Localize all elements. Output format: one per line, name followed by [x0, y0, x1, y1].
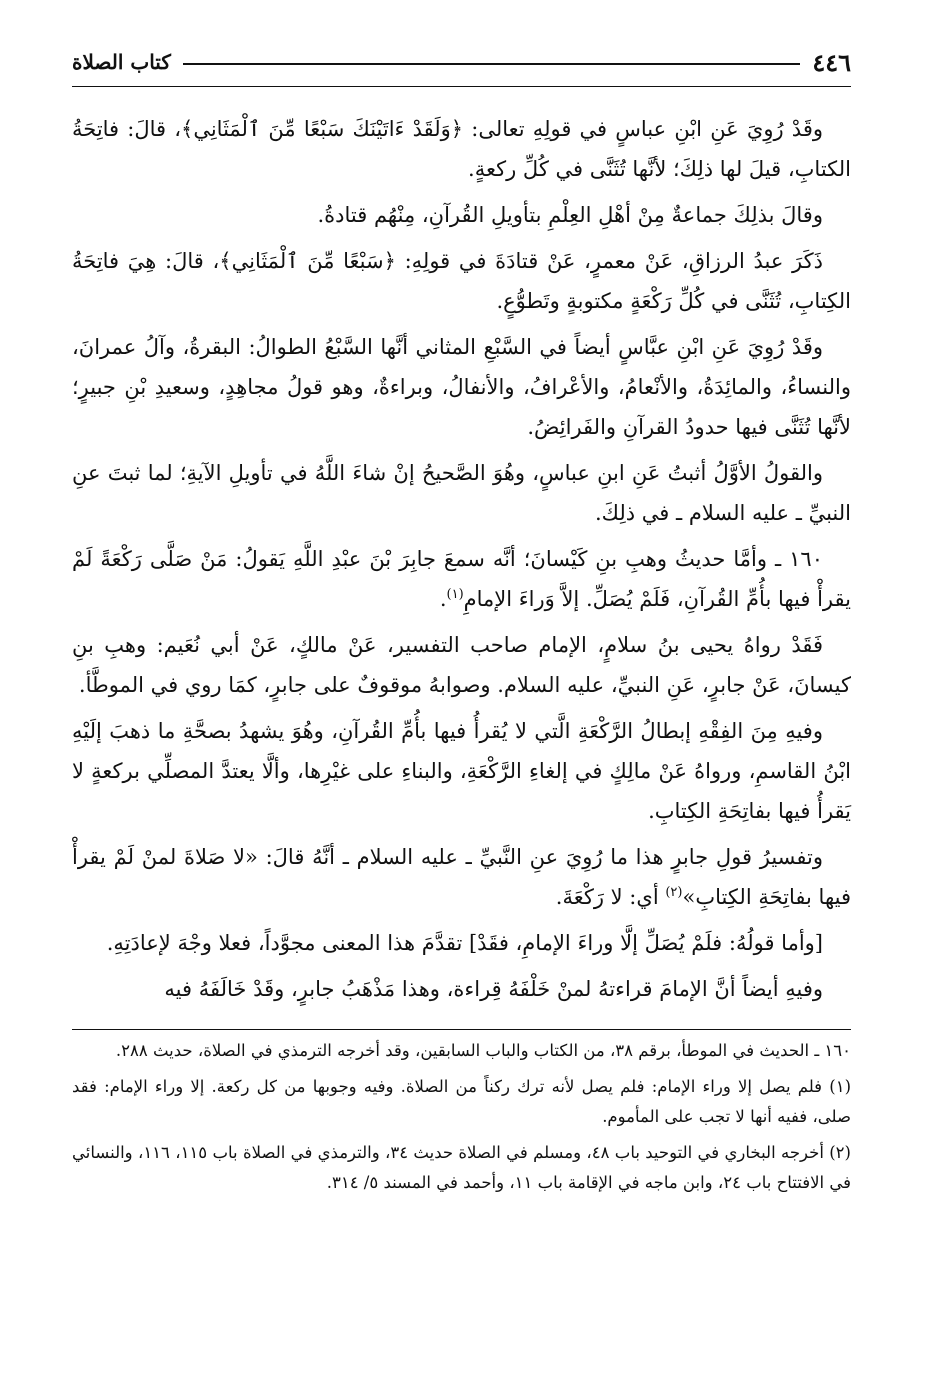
footnote-1: (١) فلم يصل إلا وراء الإمام: فلم يصل لأنه ترك ركناً من الصلاة. وفيه وجوبها من كل ركعة. إلا وراء الإمام: فقد صلى، ففيه أنها لا تجب على المأموم.: [72, 1077, 851, 1126]
footnote-2: (٢) أخرجه البخاري في التوحيد باب ٤٨، ومسلم في الصلاة حديث ٣٤، والترمذي في الصلاة باب ١١٥، ١١٦، والنسائي في الافتتاح باب ٢٤، وابن ماجه في الإقامة باب ١١، وأحمد في المسند ٥/ ٣١٤.: [72, 1143, 851, 1192]
paragraph-text: ، قالَ: فاتِحَةُ الكتابِ، قيلَ لها ذلِكَ؛ لأنَّها تُثَنَّى في كُلِّ ركعةٍ.: [72, 117, 851, 181]
page-header: [72, 44, 851, 80]
header-divider: [72, 86, 851, 87]
paragraph-3: [72, 241, 851, 321]
paragraph-9: [72, 837, 851, 917]
page-number: ٤٤٦: [812, 47, 851, 77]
footnotes: [72, 1036, 851, 1198]
chapter-title: كتاب الصلاة: [72, 50, 171, 74]
paragraph-text: أي: لا رَكْعَةَ.: [555, 885, 666, 909]
header-rule: [183, 63, 800, 65]
paragraph-text: ١٦٠ ـ وأمَّا حديثُ وهبِ بنِ كَيْسانَ؛ أنَّه سمعَ جابِرَ بْنَ عبْدِ اللَّهِ يَقولُ: مَنْ صَلَّى رَكْعَةً لَمْ يقرأْ فيها بأُمِّ القُرآنِ، فَلَمْ يُصَلِّ. إلاَّ وَراءَ الإمامِ: [72, 547, 851, 611]
footnote-160: ١٦٠ ـ الحديث في الموطأ، برقم ٣٨، من الكتاب والباب السابقين، وقد أخرجه الترمذي في الصلاة، حديث ٢٨٨.: [115, 1041, 851, 1060]
footnote-divider: [72, 1029, 851, 1030]
paragraph-2: وقالَ بذلِكَ جماعةٌ مِنْ أهْلِ العِلْمِ بتأويلِ القُرآنِ، مِنْهُم قتادةُ.: [317, 203, 823, 227]
paragraph-4: وقَدْ رُوِيَ عَنِ ابْنِ عبَّاسٍ أيضاً في السَّبْعِ المثاني أنَّها السَّبْعُ الطوالُ: البقرةُ، وآلُ عمرانَ، والنساءُ، والمائِدَةُ، والأنْعامُ، والأعْرافُ، والأنفالُ، وبراءةٌ، وهو قولُ مجاهِدٍ، وسعيدِ بْنِ جبيرٍ؛ لأنَّها تُثَنَّى فيها حدودُ القرآنِ والفَرائِضُ.: [72, 335, 851, 439]
paragraph-1: [72, 109, 851, 189]
paragraph-11: وفيهِ أيضاً أنَّ الإمامَ قراءتهُ لمنْ خَلْفَهُ قِراءة، وهذا مَذْهَبُ جابرٍ، وقَدْ خَالَفَهُ فيه: [164, 977, 823, 1001]
quran-quote: ﴿سَبْعًا مِّنَ ٱلْمَثَانِي﴾: [219, 249, 396, 273]
paragraph-5: والقولُ الأوَّلُ أثبتُ عَنِ ابنِ عباسٍ، وهُوَ الصَّحيحُ إنْ شاءَ اللَّهُ في تأويلِ الآيةِ؛ لما ثبتَ عنِ النبيِّ ـ عليه السلام ـ في ذلِكَ.: [72, 461, 851, 525]
footnote-ref-1[interactable]: (١): [446, 587, 464, 602]
quran-quote: ﴿وَلَقَدْ ءَاتَيْنَكَ سَبْعًا مِّنَ ٱلْمَثَانِي﴾: [181, 117, 464, 141]
paragraph-text: وقَدْ رُوِيَ عَنِ ابْنِ عباسٍ في قولِهِ تعالى:: [463, 117, 823, 141]
hadith-160: [72, 539, 851, 619]
paragraph-10: [وأما قولُهُ: فلَمْ يُصَلِّ إلَّا وراءَ الإمامِ، فقَدْ] تقدَّمَ هذا المعنى مجوَّداً، فعلا وجْهَ لإعادَتِهِ.: [106, 931, 823, 955]
paragraph-8: وفيهِ مِنَ الفِقْهِ إبطالُ الرَّكْعَةِ الَّتي لا يُقرأُ فيها بأُمِّ القُرآنِ، وهُوَ يشهدُ بصحَّةِ ما ذهبَ إلَيْهِ ابْنُ القاسمِ، ورواهُ عَنْ مالِكٍ في إلغاءِ الرَّكْعَةِ، والبناءِ على غيْرِها، وألَّا يعتدَّ المصلِّي بركعةٍ لا يَقرأُ فيها بفاتِحَةِ الكِتابِ.: [72, 719, 851, 823]
paragraph-text: ذَكَرَ عبدُ الرزاقِ، عَنْ معمرٍ، عَنْ قتادَةَ في قولِهِ:: [395, 249, 823, 273]
paragraph-text: ، قالَ: هِيَ فاتِحَةُ الكِتابِ، تُثَنَّى في كُلِّ رَكْعَةٍ مكتوبةٍ وتَطوُّعٍ.: [72, 249, 851, 313]
paragraph-7: فَقَدْ رواهُ يحيى بنُ سلامٍ، الإمام صاحب التفسير، عَنْ مالكٍ، عَنْ أبي نُعَيم: وهبِ بنِ كيسانَ، عَنْ جابرٍ، عَنِ النبيِّ، عليه السلام. وصوابهُ موقوفٌ على جابرٍ، كمَا روي في الموطَّأ.: [72, 633, 851, 697]
paragraph-text: وتفسيرُ قولِ جابرٍ هذا ما رُوِيَ عنِ النَّبيِّ ـ عليه السلام ـ أنَّهُ قالَ: «لا صَلاةَ لمنْ لَمْ يقرأْ فيها بفاتِحَةِ الكِتابِ»: [72, 845, 851, 909]
footnote-ref-2[interactable]: (٢): [665, 885, 683, 900]
main-text: [72, 109, 851, 1009]
paragraph-text: .: [439, 587, 447, 611]
